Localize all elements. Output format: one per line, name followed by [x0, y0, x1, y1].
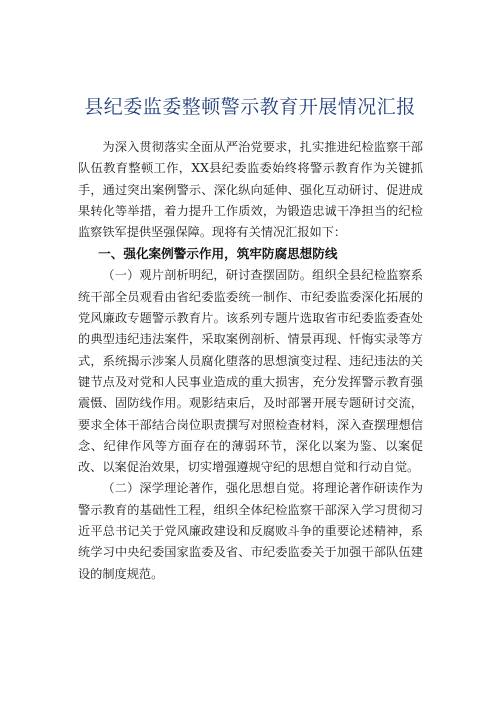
section-1-paragraph-2: （二）深学理论著作，强化思想自觉。将理论著作研读作为警示教育的基础性工程，组织全体纪检监察干部深入学习贯彻习近平总书记关于党风廉政建设和反腐败斗争的重要论述精神，系统学习中央纪委国家监委及省、市纪委监委关于加强干部队伍建设的制度规范。 — [78, 481, 423, 581]
document-title: 县纪委监委整顿警示教育开展情况汇报 — [84, 96, 416, 118]
section-1-paragraph-1: （一）观片剖析明纪，研讨查摆固防。组织全县纪检监察系统干部全员观看由省纪委监委统一制作、市纪委监委深化拓展的党风廉政专题警示教育片。该系列专题片选取省市纪委监委查处的典型违纪违法案件，采取案例剖析、情景再现、忏悔实录等方式，系统揭示涉案人员腐化堕落的思想演变过程、违纪违法的关键节点及对党和人民事业造成的重大损害，充分发挥警示教育强震慑、固防线作用。观影结束后，及时部署开展专题研讨交流，要求全体干部结合岗位职责撰写对照检查材料，深入查摆理想信念、纪律作风等方面存在的薄弱环节，深化以案为鉴、以案促改、以案促治效果，切实增强遵规守纪的思想自觉和行动自觉。 — [78, 268, 423, 475]
section-heading-1: 一、强化案例警示作用，筑牢防腐思想防线 — [98, 246, 338, 262]
document-body — [78, 137, 423, 585]
intro-paragraph: 为深入贯彻落实全面从严治党要求，扎实推进纪检监察干部队伍教育整顿工作，XX县纪委监委始终将警示教育作为关键抓手，通过突出案例警示、深化纵向延伸、强化互动研讨、促进成果转化等举措，着力提升工作质效，为锻造忠诚干净担当的纪检监察铁军提供坚强保障。现将有关情况汇报如下： — [78, 140, 423, 240]
